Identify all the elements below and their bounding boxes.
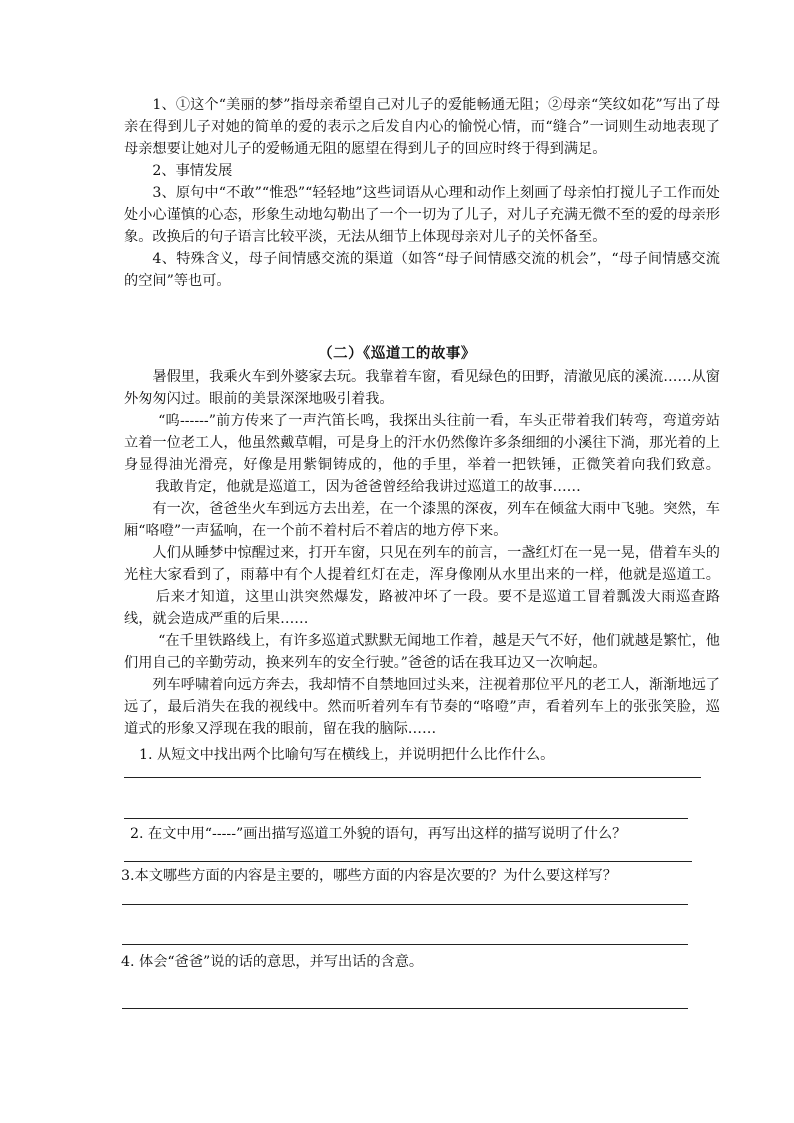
answer-line-2[interactable] [124, 861, 692, 862]
story-paragraph-4 [124, 542, 720, 630]
story-paragraph-2-tail: 我敢肯定，他就是巡道工，因为爸爸曾经给我讲过巡道工的故事…… [155, 479, 581, 495]
question-1: 1. 从短文中找出两个比喻句写在横线上，并说明把什么比作什么。 [139, 747, 555, 763]
story-paragraph-4-text: 人们从睡梦中惊醒过来，打开车窗，只见在列车的前言，一盏红灯在一晃一晃，借着车头的光柱大家看到了，雨幕中有个人提着红灯在走，浑身像刚从水里出来的一样，他就是巡道工。 [124, 545, 720, 583]
answer-key-section [124, 94, 720, 292]
answer-line-1b[interactable] [124, 818, 688, 819]
story-paragraph-4-tail: 后来才知道，这里山洪突然爆发，路被冲坏了一段。要不是巡道工冒着瓢泼大雨巡查路线，就会造成严重的后果…… [124, 589, 720, 627]
question-4: 4. 体会“爸爸”说的话的意思，并写出话的含意。 [121, 954, 424, 970]
answer-2: 2、事情发展 [152, 163, 233, 179]
story-paragraph-2 [124, 410, 720, 498]
question-2: 2. 在文中用“-----”画出描写巡道工外貌的语句，再写出这样的描写说明了什么？ [130, 826, 627, 842]
answer-3: 3、原句中“不敢”“惟恐”“轻轻地”这些词语从心理和动作上刻画了母亲怕打搅儿子工作而处处小心谨慎的心态，形象生动地勾勒出了一个一切为了儿子，对儿子充满无微不至的爱的母亲形象。改换后的句子语言比较平淡，无法从细节上体现母亲对儿子的关怀备至。 [124, 185, 720, 245]
story-title: （二）《巡道工的故事》 [318, 345, 476, 362]
answer-line-3b[interactable] [122, 944, 688, 945]
answer-line-1a[interactable] [124, 777, 701, 778]
story-paragraph-6: 列车呼啸着向远方奔去，我却情不自禁地回过头来，注视着那位平凡的老工人，渐渐地远了远了，最后消失在我的视线中。然而听着列车有节奏的“咯噔”声，看着列车上的张张笑脸，巡道式的形象又浮现在我的眼前，留在我的脑际…… [124, 677, 720, 737]
story-paragraph-2-text: “呜------”前方传来了一声汽笛长鸣，我探出头往前一看，车头正带着我们转弯，弯道旁站立着一位老工人，他虽然戴草帽，可是身上的汗水仍然像许多条细细的小溪往下淌，那光着的上身显得油光滑亮，好像是用紫铜铸成的，他的手里，举着一把铁锤，正微笑着向我们致意。 [124, 413, 720, 473]
answer-1: 1、①这个“美丽的梦”指母亲希望自己对儿子的爱能畅通无阻；②母亲“笑纹如花”写出了母亲在得到儿子对她的简单的爱的表示之后发自内心的愉悦心情，而“缝合”一词则生动地表现了母亲想要让她对儿子的爱畅通无阻的愿望在得到儿子的回应时终于得到满足。 [124, 97, 720, 157]
question-3: 3.本文哪些方面的内容是主要的，哪些方面的内容是次要的？为什么要这样写？ [121, 868, 617, 884]
story-paragraph-5: “在千里铁路线上，有许多巡道式默默无闻地工作着，越是天气不好，他们就越是繁忙，他们用自己的辛勤劳动，换来列车的安全行驶。”爸爸的话在我耳边又一次响起。 [124, 633, 720, 671]
answer-line-3a[interactable] [122, 904, 688, 905]
story-passage [124, 366, 720, 740]
story-paragraph-1: 暑假里，我乘火车到外婆家去玩。我靠着车窗，看见绿色的田野，清澈见底的溪流……从窗外匆匆闪过。眼前的美景深深地吸引着我。 [124, 369, 720, 407]
story-paragraph-3: 有一次，爸爸坐火车到远方去出差，在一个漆黑的深夜，列车在倾盆大雨中飞驰。突然，车厢“咯噔”一声猛响，在一个前不着村后不着店的地方停下来。 [124, 501, 720, 539]
answer-4: 4、特殊含义，母子间情感交流的渠道（如答“母子间情感交流的机会”，“母子间情感交流的空间”等也可。 [124, 251, 720, 289]
answer-line-4[interactable] [122, 1008, 688, 1009]
